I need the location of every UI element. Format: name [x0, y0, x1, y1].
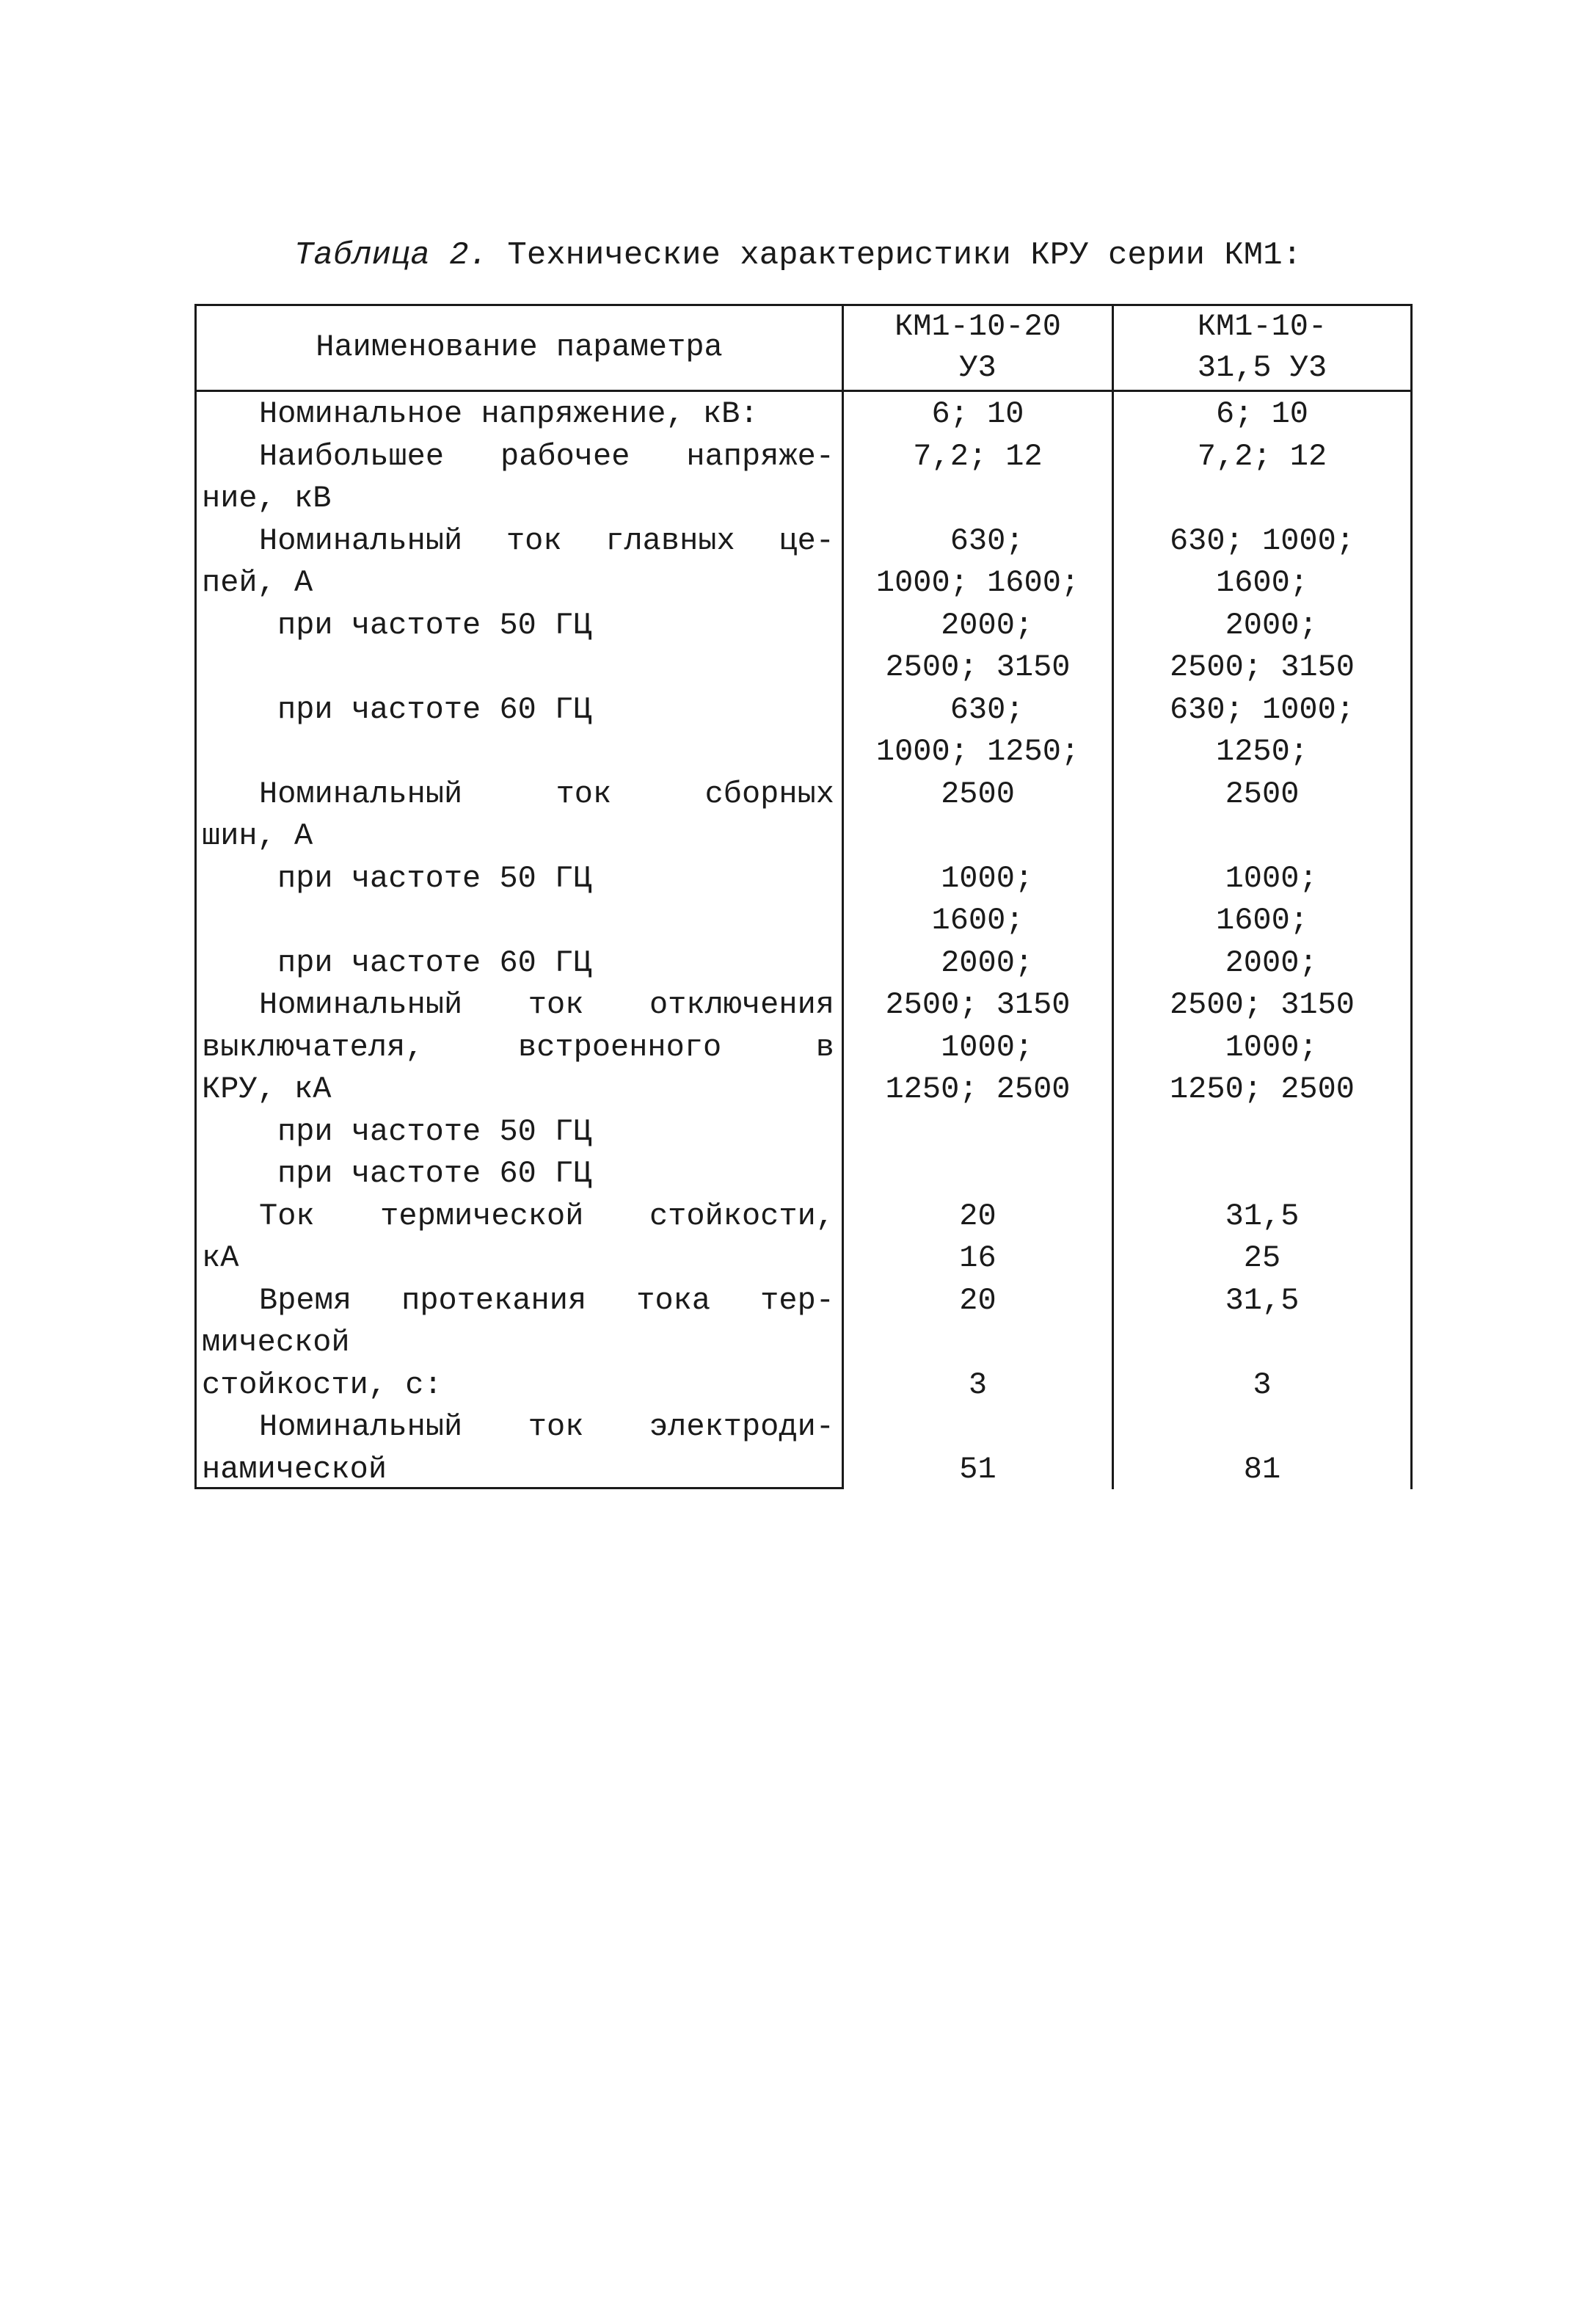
value-line: 1250; 2500 [885, 1072, 1071, 1107]
value-line [844, 815, 1112, 858]
param-line: пей, А [202, 565, 313, 600]
value-line: 31,5 [1225, 1282, 1300, 1318]
param-line: Ток термической стойкости, [259, 1198, 834, 1234]
param-line: при частоте 50 ГЦ [277, 1113, 592, 1149]
value-line: 2500; 3150 [885, 650, 1071, 685]
param-line: Номинальный ток сборных [259, 776, 834, 812]
specs-table [194, 304, 1413, 1489]
value-line: 1000; [922, 860, 1034, 896]
header-col2-line: КМ1-10- [1197, 308, 1327, 344]
value-line [844, 478, 1112, 520]
value-line: 2500 [1225, 776, 1300, 812]
value-line: 1000; [1206, 860, 1318, 896]
param-line: Время протекания тока тер- [259, 1282, 834, 1318]
param-line: Номинальный ток отключения [259, 987, 834, 1022]
value-line: 2000; [922, 945, 1034, 981]
value-line: 1600; [1215, 903, 1309, 938]
value-line: 1000; 1600; [875, 565, 1080, 600]
header-col2-line: 31,5 У3 [1197, 349, 1327, 385]
header-col-km1-10-31-5 [1114, 304, 1410, 390]
param-line: кА [202, 1240, 239, 1276]
value-line: 1000; 1250; [875, 734, 1080, 769]
value-line [844, 1406, 1112, 1449]
value-line: 2500; 3150 [1169, 650, 1355, 685]
header-separator [194, 390, 1413, 392]
value-line: 1000; [922, 1029, 1034, 1065]
param-line: при частоте 60 ГЦ [277, 691, 592, 727]
value-line: 3 [1253, 1367, 1272, 1403]
param-line: стойкости, с: [202, 1367, 442, 1403]
param-line: Номинальное напряжение, кВ: [259, 396, 759, 432]
value-line: 20 [959, 1282, 996, 1318]
param-line: при частоте 60 ГЦ [277, 1156, 592, 1191]
header-param-name: Наименование параметра [316, 329, 723, 365]
value-line: 16 [959, 1240, 996, 1276]
value-line: 6; 10 [1215, 396, 1309, 432]
value-line: 630; 1000; [1169, 523, 1355, 559]
value-line: 1000; [1206, 1029, 1318, 1065]
param-line [202, 731, 834, 774]
value-line [1114, 815, 1410, 858]
table-right-border [1410, 304, 1413, 1489]
values-column-km1-10-31-5 [1114, 393, 1410, 1491]
param-line [202, 900, 834, 942]
value-line: 7,2; 12 [1197, 438, 1327, 474]
param-line: Наибольшее рабочее напряже- [259, 438, 834, 474]
value-line: 51 [959, 1451, 996, 1487]
param-line: при частоте 50 ГЦ [277, 607, 592, 643]
header-col1-line: У3 [959, 349, 996, 385]
table-caption [0, 233, 1596, 277]
header-col-km1-10-20 [844, 304, 1112, 390]
param-line [202, 647, 834, 689]
table-left-border [194, 304, 197, 1489]
value-line: 630; [931, 691, 1024, 727]
value-line: 7,2; 12 [913, 438, 1043, 474]
value-line: 3 [968, 1367, 988, 1403]
caption-label: Таблица 2. [294, 237, 489, 274]
param-column [202, 393, 834, 1491]
value-line: 25 [1243, 1240, 1281, 1276]
param-line: Номинальный ток главных це- [259, 523, 834, 559]
value-line: 20 [959, 1198, 996, 1234]
value-line [1114, 1406, 1410, 1449]
value-line: 2000; [922, 607, 1034, 643]
param-line: мической [202, 1325, 350, 1360]
value-line [1114, 478, 1410, 520]
value-line [1114, 1111, 1410, 1154]
param-line: намической [202, 1451, 387, 1487]
value-line: 2000; [1206, 607, 1318, 643]
value-line: 81 [1243, 1451, 1281, 1487]
value-line: 31,5 [1225, 1198, 1300, 1234]
value-line [844, 1111, 1112, 1154]
param-line: выключателя, встроенного в [202, 1029, 834, 1065]
values-column-km1-10-20 [844, 393, 1112, 1491]
param-line: при частоте 50 ГЦ [277, 860, 592, 896]
value-line [1114, 1153, 1410, 1196]
param-line: при частоте 60 ГЦ [277, 945, 592, 981]
value-line: 2500; 3150 [885, 987, 1071, 1022]
value-line: 630; [931, 523, 1024, 559]
value-line: 630; 1000; [1169, 691, 1355, 727]
param-line: ние, кВ [202, 481, 332, 516]
value-line [844, 1322, 1112, 1364]
value-line [1114, 1322, 1410, 1364]
param-line: Номинальный ток электроди- [259, 1409, 834, 1444]
header-col1-line: КМ1-10-20 [894, 308, 1061, 344]
value-line: 2500; 3150 [1169, 987, 1355, 1022]
value-line: 6; 10 [931, 396, 1024, 432]
value-line: 1250; 2500 [1169, 1072, 1355, 1107]
value-line [844, 1153, 1112, 1196]
value-line: 1600; [931, 903, 1024, 938]
caption-text: Технические характеристики КРУ серии КМ1: [488, 237, 1302, 274]
value-line: 1250; [1215, 734, 1309, 769]
value-line: 1600; [1215, 565, 1309, 600]
param-line: КРУ, кА [202, 1072, 332, 1107]
param-line: шин, А [202, 818, 313, 854]
value-line: 2000; [1206, 945, 1318, 981]
value-line: 2500 [941, 776, 1015, 812]
